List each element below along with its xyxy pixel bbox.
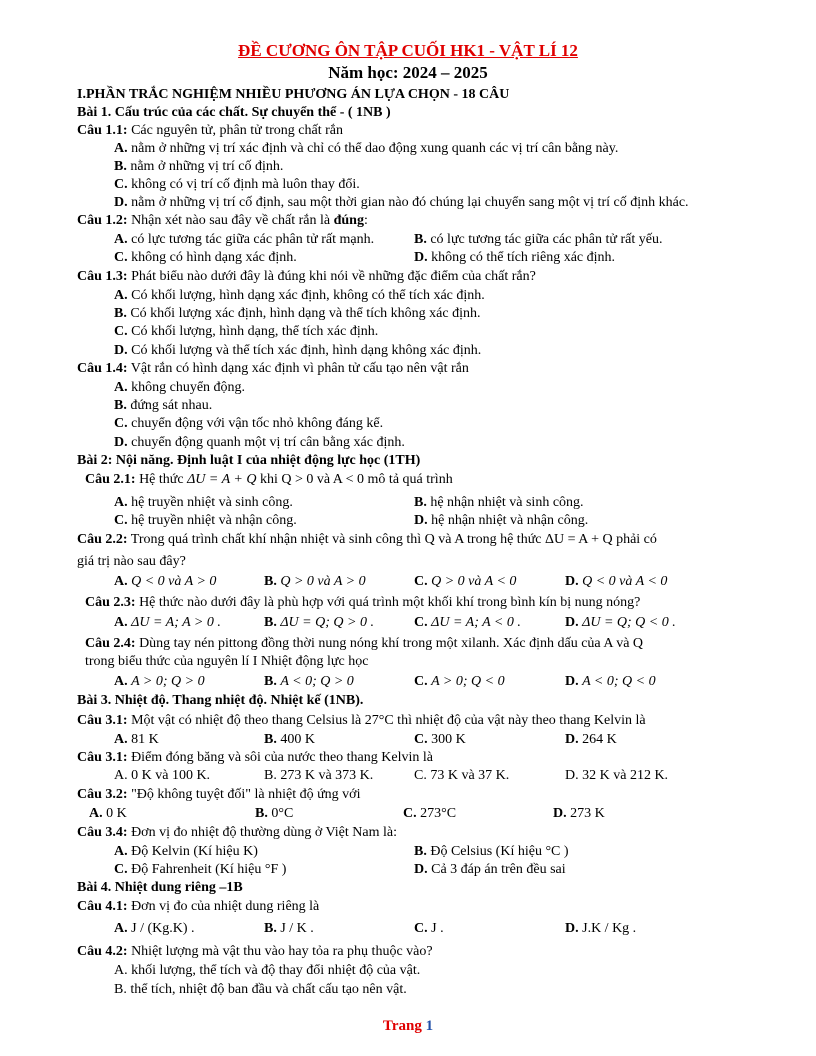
- question-2-4-cont: trong biểu thức của nguyên lí I Nhiệt động lực học: [85, 654, 369, 669]
- section-heading-3: Bài 3. Nhiệt độ. Thang nhiệt độ. Nhiệt kế (1NB).: [77, 693, 364, 708]
- option-a: A. Q < 0 và A > 0: [114, 574, 217, 589]
- school-year: Năm học: 2024 – 2025: [328, 63, 488, 82]
- option-b: B. 400 K: [264, 732, 315, 747]
- option-b: B. thể tích, nhiệt độ ban đầu và chất cấu tạo nên vật.: [114, 982, 407, 997]
- option-a: A. ΔU = A; A > 0 .: [114, 615, 221, 630]
- option-b: B. có lực tương tác giữa các phân tử rất yếu.: [414, 232, 663, 247]
- option-d: D. Q < 0 và A < 0: [565, 574, 668, 589]
- option-b: B. Độ Celsius (Kí hiệu °C ): [414, 844, 569, 859]
- option-a: A. Độ Kelvin (Kí hiệu K): [114, 844, 258, 859]
- option-b: B. A < 0; Q > 0: [264, 674, 354, 689]
- option-c: C. 300 K: [414, 732, 466, 747]
- option-c: C. không có vị trí cố định mà luôn thay đổi.: [114, 177, 360, 192]
- page-footer: [0, 1018, 816, 1035]
- question-1-2: Câu 1.2: Nhận xét nào sau đây về chất rắn là đúng:: [77, 213, 368, 228]
- option-a: A. khối lượng, thể tích và độ thay đổi nhiệt độ của vật.: [114, 963, 421, 978]
- question-2-1: Câu 2.1: Hệ thức ΔU = A + Q khi Q > 0 và A < 0 mô tả quá trình: [85, 472, 453, 487]
- option-c: C. Có khối lượng, hình dạng, thể tích xác định.: [114, 324, 379, 339]
- option-b: B. hệ nhận nhiệt và sinh công.: [414, 495, 584, 510]
- option-b: B. nằm ở những vị trí cố định.: [114, 159, 284, 174]
- question-4-2: Câu 4.2: Nhiệt lượng mà vật thu vào hay tỏa ra phụ thuộc vào?: [77, 944, 433, 959]
- option-d: D. ΔU = Q; Q < 0 .: [565, 615, 676, 630]
- option-c: C. không có hình dạng xác định.: [114, 250, 297, 265]
- option-b: B. 273 K và 373 K.: [264, 768, 374, 783]
- question-2-4: Câu 2.4: Dùng tay nén pittong đồng thời nung nóng khí trong một xilanh. Xác định dấu của A và Q: [85, 636, 644, 651]
- option-d: D. nằm ở những vị trí cố định, sau một thời gian nào đó chúng lại chuyển sang một vị trí cố định khác.: [114, 195, 689, 210]
- option-b: B. Có khối lượng xác định, hình dạng và thể tích không xác định.: [114, 306, 481, 321]
- page-label: Trang: [382, 1018, 422, 1034]
- option-c: C. Q > 0 và A < 0: [414, 574, 517, 589]
- option-c: C. A > 0; Q < 0: [414, 674, 505, 689]
- option-b: B. Q > 0 và A > 0: [264, 574, 366, 589]
- section-heading-2: Bài 2: Nội năng. Định luật I của nhiệt động lực học (1TH): [77, 453, 421, 468]
- option-a: A. không chuyển động.: [114, 380, 246, 395]
- option-a: A. 0 K: [89, 806, 127, 821]
- option-b: B. ΔU = Q; Q > 0 .: [264, 615, 374, 630]
- option-d: D. không có thể tích riêng xác định.: [414, 250, 616, 265]
- question-3-4: Câu 3.4: Đơn vị đo nhiệt độ thường dùng ở Việt Nam là:: [77, 825, 397, 840]
- option-c: C. J .: [414, 921, 444, 936]
- option-b: B. J / K .: [264, 921, 314, 936]
- section-heading-4: Bài 4. Nhiệt dung riêng –1B: [77, 880, 243, 895]
- option-d: D. Cả 3 đáp án trên đều sai: [414, 862, 566, 877]
- option-d: D. chuyển động quanh một vị trí cân bằng xác định.: [114, 435, 405, 450]
- option-d: D. Có khối lượng và thể tích xác định, hình dạng không xác định.: [114, 343, 482, 358]
- option-c: C. Độ Fahrenheit (Kí hiệu °F ): [114, 862, 287, 877]
- option-a: A. nằm ở những vị trí xác định và chỉ có thể dao động xung quanh các vị trí cân bằng này.: [114, 141, 619, 156]
- option-a: A. 0 K và 100 K.: [114, 768, 211, 783]
- question-4-1: Câu 4.1: Đơn vị đo của nhiệt dung riêng là: [77, 899, 320, 914]
- option-d: D. 264 K: [565, 732, 617, 747]
- section-heading-1: Bài 1. Cấu trúc của các chất. Sự chuyển thể - ( 1NB ): [77, 105, 391, 120]
- document-title: ĐỀ CƯƠNG ÔN TẬP CUỐI HK1 - VẬT LÍ 12: [238, 41, 578, 60]
- option-d: D. hệ nhận nhiệt và nhận công.: [414, 513, 589, 528]
- option-b: B. đứng sát nhau.: [114, 398, 213, 413]
- option-a: A. có lực tương tác giữa các phân tử rất mạnh.: [114, 232, 375, 247]
- question-3-1b: Câu 3.1: Điểm đóng băng và sôi của nước theo thang Kelvin là: [77, 750, 433, 765]
- option-b: B. 0°C: [255, 806, 294, 821]
- question-text: Các nguyên tử, phân tử trong chất rắn: [127, 123, 343, 138]
- question-3-1: Câu 3.1: Một vật có nhiệt độ theo thang Celsius là 27°C thì nhiệt độ của vật này theo thang Kelvin là: [77, 713, 646, 728]
- page-number: 1: [425, 1018, 434, 1034]
- question-2-3: Câu 2.3: Hệ thức nào dưới đây là phù hợp với quá trình một khối khí trong bình kín bị nung nóng?: [85, 595, 641, 610]
- option-c: C. 273°C: [403, 806, 457, 821]
- option-d: D. A < 0; Q < 0: [565, 674, 656, 689]
- option-a: A. hệ truyền nhiệt và sinh công.: [114, 495, 293, 510]
- option-a: A. 81 K: [114, 732, 159, 747]
- option-d: D. 273 K: [553, 806, 605, 821]
- option-c: C. 73 K và 37 K.: [414, 768, 510, 783]
- option-c: C. ΔU = A; A < 0 .: [414, 615, 521, 630]
- question-2-2: Câu 2.2: Trong quá trình chất khí nhận nhiệt và sinh công thì Q và A trong hệ thức ΔU = A + Q phải có: [77, 532, 657, 547]
- option-a: A. Có khối lượng, hình dạng xác định, không có thể tích xác định.: [114, 288, 485, 303]
- question-label: Câu 1.1:: [77, 123, 128, 138]
- part-heading: I.PHẦN TRẮC NGHIỆM NHIỀU PHƯƠNG ÁN LỰA CHỌN - 18 CÂU: [77, 87, 510, 102]
- option-a: A. A > 0; Q > 0: [114, 674, 205, 689]
- question-1-1: [77, 122, 343, 139]
- option-a: A. J / (Kg.K) .: [114, 921, 195, 936]
- question-1-4: Câu 1.4: Vật rắn có hình dạng xác định vì phân tử cấu tạo nên vật rắn: [77, 361, 469, 376]
- question-1-3: Câu 1.3: Phát biểu nào dưới đây là đúng khi nói về những đặc điểm của chất rắn?: [77, 269, 536, 284]
- question-2-2-cont: giá trị nào sau đây?: [77, 554, 186, 569]
- option-d: D. J.K / Kg .: [565, 921, 637, 936]
- formula: ΔU = A + Q: [187, 472, 257, 487]
- option-c: C. hệ truyền nhiệt và nhận công.: [114, 513, 297, 528]
- option-d: D. 32 K và 212 K.: [565, 768, 669, 783]
- question-3-2: Câu 3.2: "Độ không tuyệt đối" là nhiệt độ ứng với: [77, 787, 361, 802]
- option-c: C. chuyển động với vận tốc nhỏ không đáng kể.: [114, 416, 384, 431]
